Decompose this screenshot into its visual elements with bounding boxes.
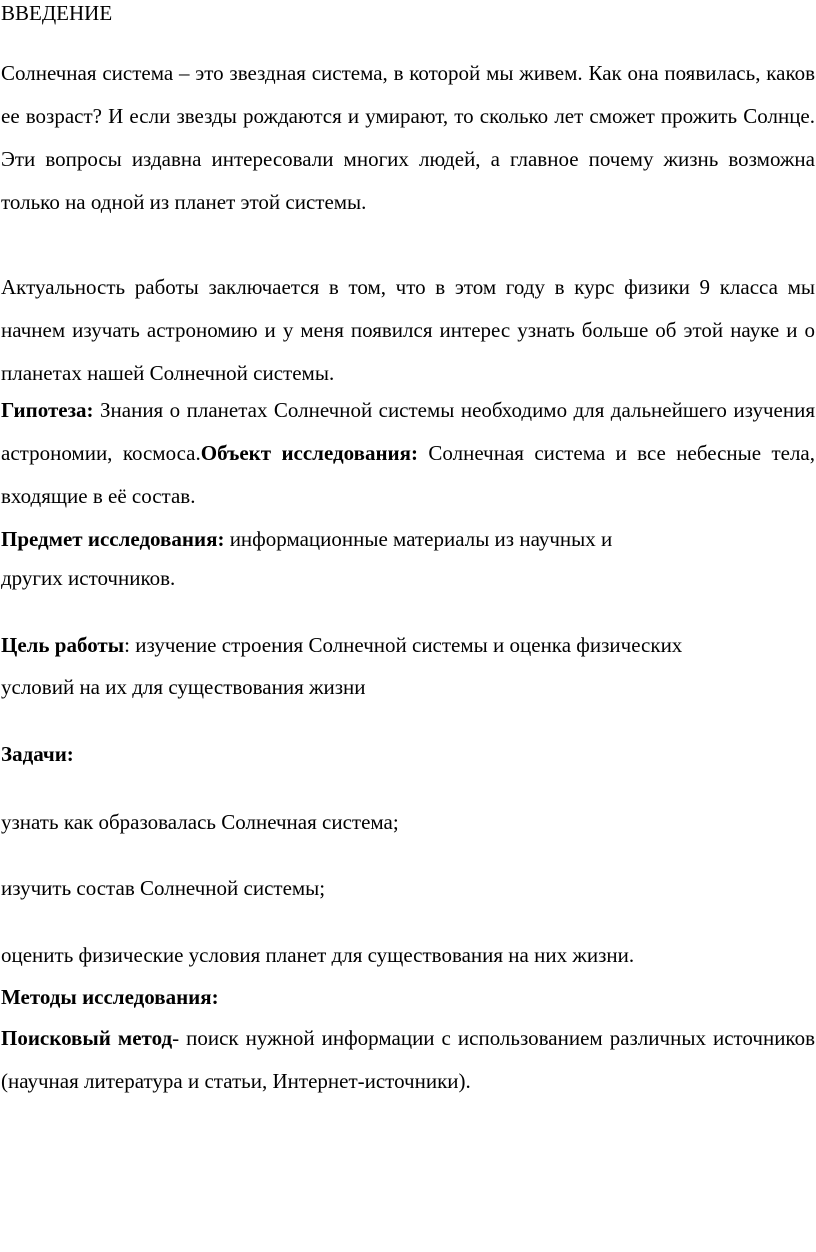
methods-heading (1, 976, 815, 1019)
tasks-heading (1, 733, 815, 776)
subject-text: информационные материалы из научных и (224, 527, 613, 551)
hypothesis-label: Гипотеза: (1, 398, 94, 422)
object-text: Солнечная система и все небесные тела, входящие в её состав. (1, 441, 815, 508)
relevance-text: Актуальность работы заключается в том, что в этом году в курс физики 9 класса мы начнем изучать астрономию и у меня появился интерес узнать больше об этой науке и о планетах нашей Солнечной системы. (1, 275, 815, 385)
heading-text: ВВЕДЕНИЕ (1, 1, 113, 25)
tasks-label: Задачи: (1, 742, 74, 766)
search-method-text: - поиск нужной информации с использованием различных источников (научная литература и статьи, Интернет-источники). (1, 1026, 815, 1093)
subject-text-continued: других источников. (1, 566, 176, 590)
goal-label: Цель работы (1, 633, 125, 657)
intro-text: Солнечная система – это звездная система, в которой мы живем. Как она появилась, каков ее возраст? И если звезды рождаются и умирают, то сколько лет сможет прожить Солнце. Эти вопросы издавна интересовали многих людей, а главное почему жизнь возможна только на одной из планет этой системы. (1, 61, 815, 214)
goal-text-continued: условий на их для существования жизни (1, 675, 366, 699)
goal-line-2 (1, 666, 815, 709)
task-item (1, 801, 815, 844)
task-item (1, 934, 815, 977)
task-item (1, 867, 815, 910)
hypothesis-text: Знания о планетах Солнечной системы необходимо для дальнейшего изучения астрономии, космоса. (1, 398, 815, 465)
subject-line-1 (1, 518, 815, 561)
hypothesis-paragraph (1, 389, 815, 518)
methods-label: Методы исследования: (1, 985, 219, 1009)
task-item-text: изучить состав Солнечной системы; (1, 876, 326, 900)
task-item-text: оценить физические условия планет для существования на них жизни. (1, 943, 635, 967)
task-item-text: узнать как образовалась Солнечная система; (1, 810, 399, 834)
goal-text: : изучение строения Солнечной системы и оценка физических (124, 633, 683, 657)
goal-line-1 (1, 624, 815, 667)
search-method-paragraph (1, 1017, 815, 1103)
page-title (1, 0, 815, 35)
intro-paragraph (1, 52, 815, 224)
relevance-paragraph (1, 266, 815, 395)
subject-label: Предмет исследования: (1, 527, 225, 551)
object-label: Объект исследования: (200, 441, 419, 465)
search-method-label: Поисковый метод (1, 1026, 173, 1050)
subject-line-2 (1, 557, 815, 600)
